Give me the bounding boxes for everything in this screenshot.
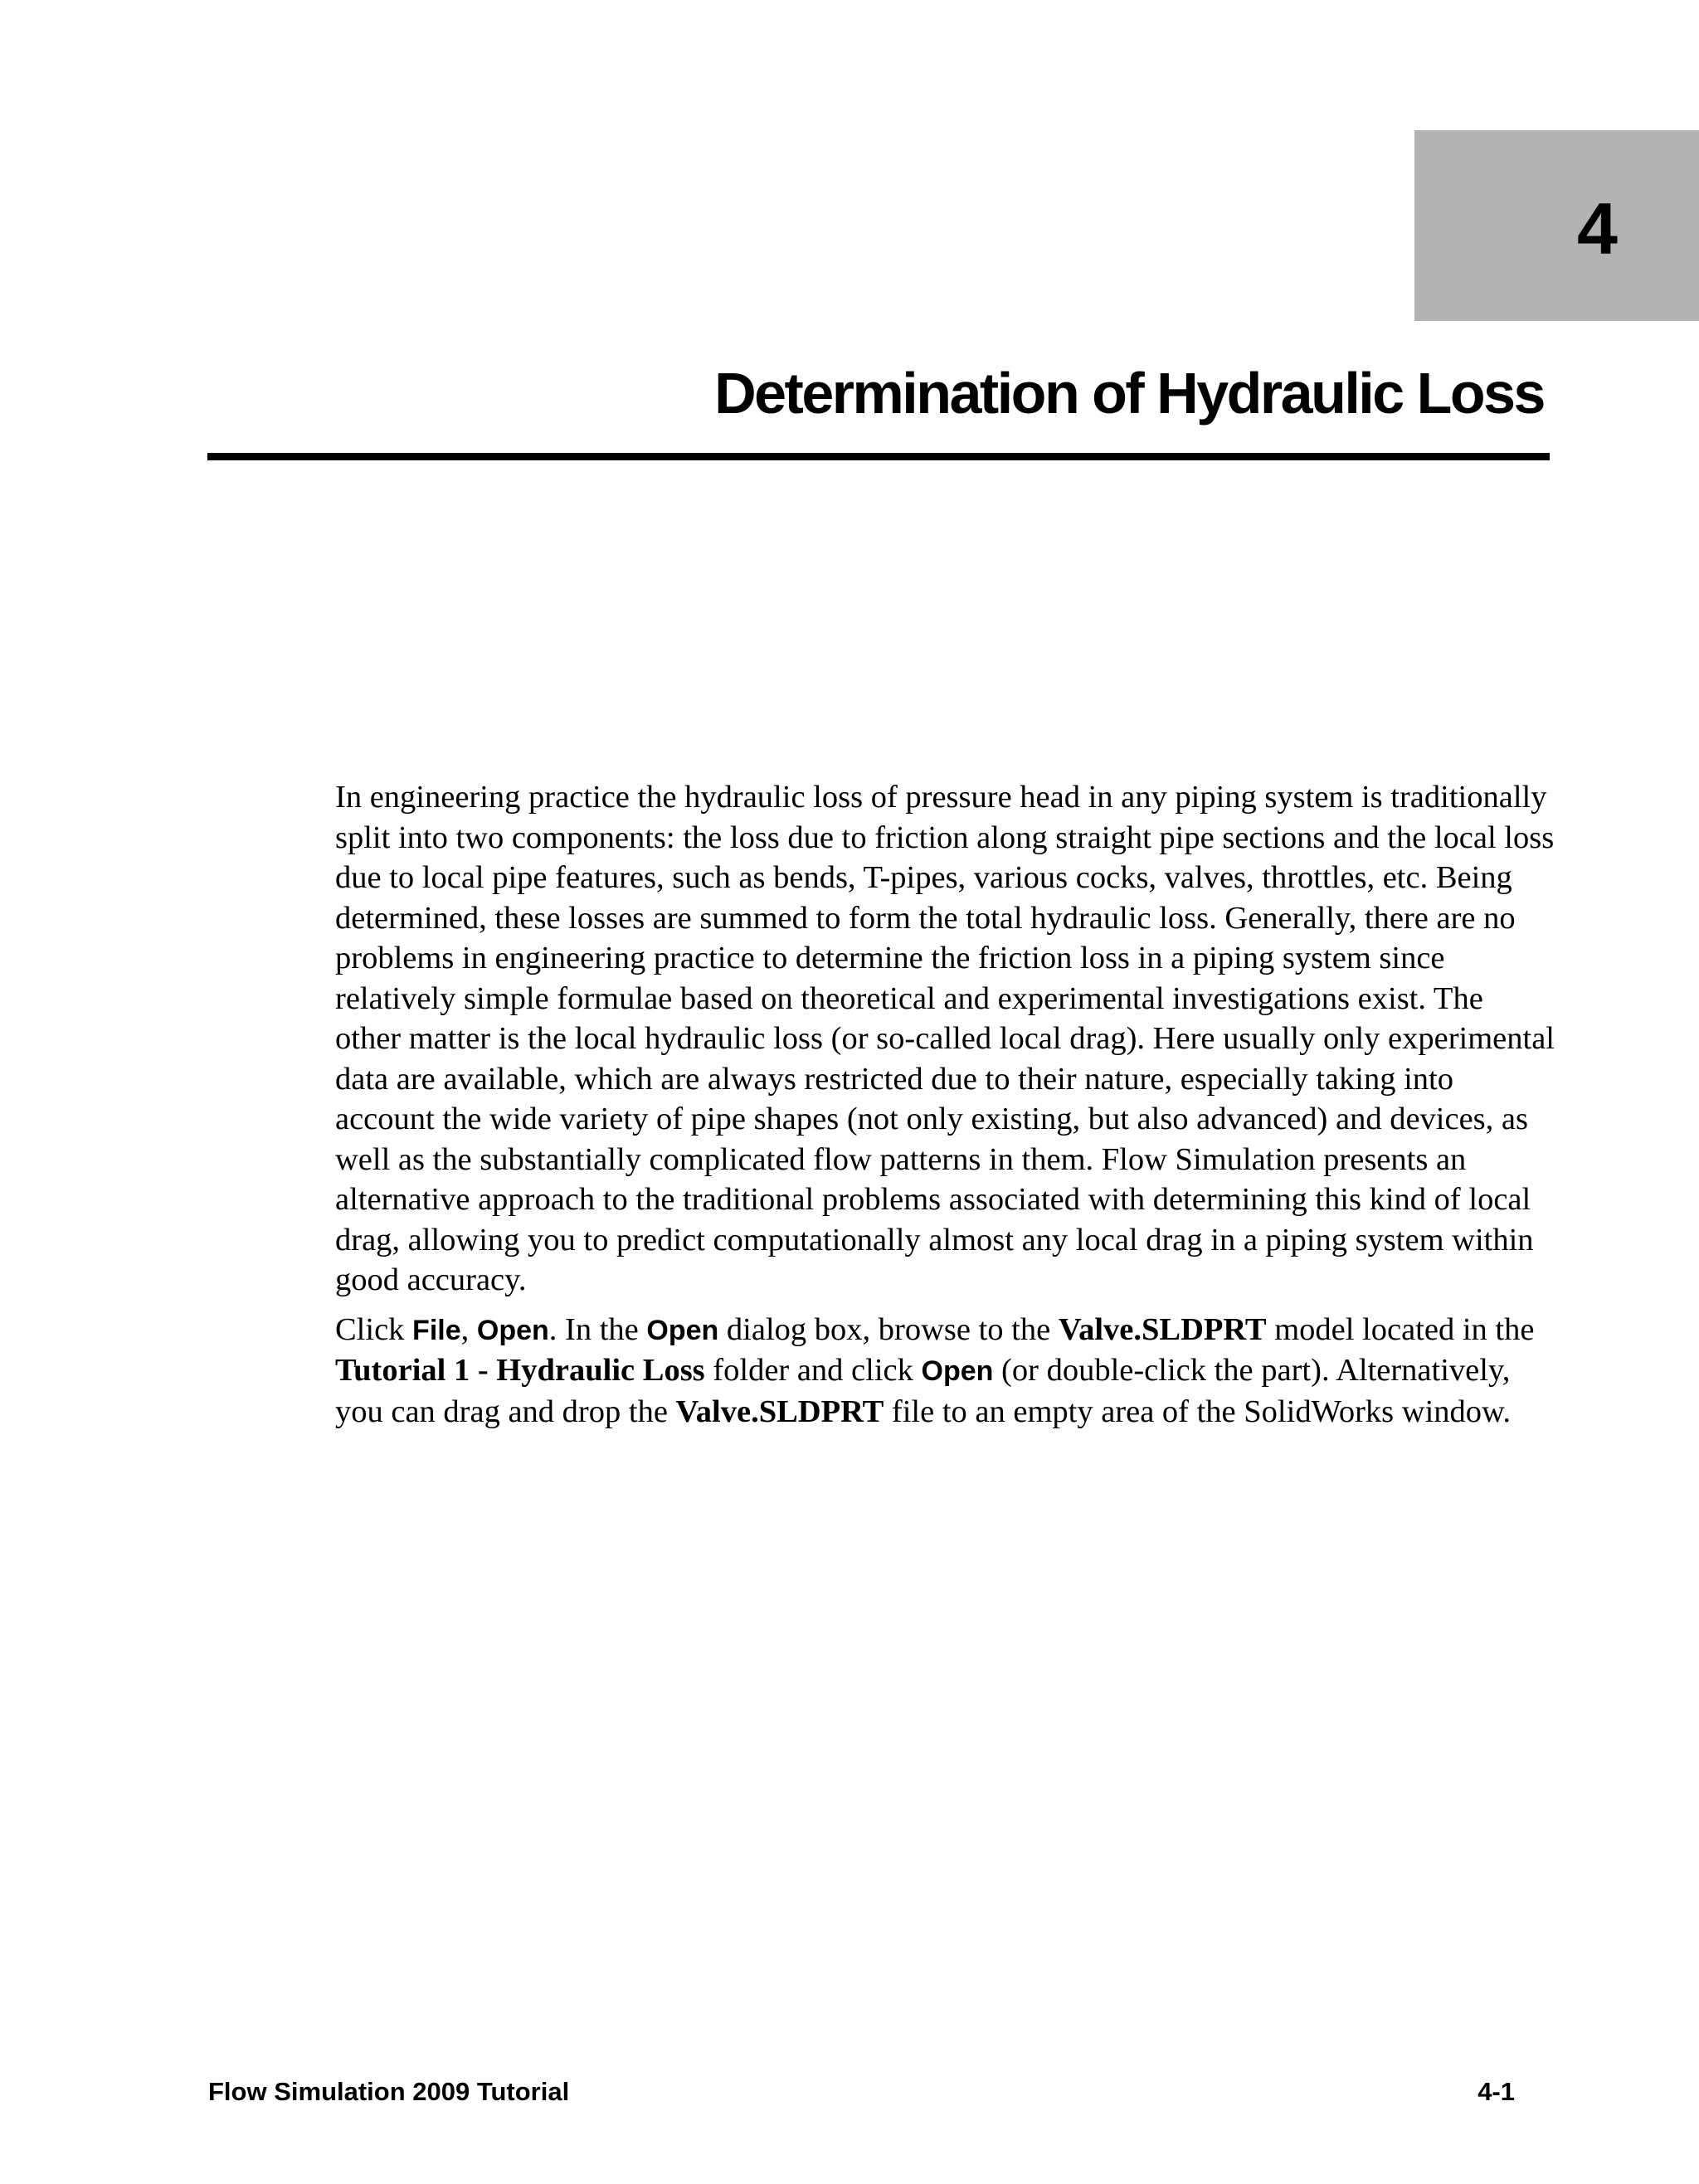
instr-text: (or double-click the part). Alternatively, you can drag and drop the — [335, 1353, 1511, 1429]
model-file-name: Valve.SLDPRT — [1058, 1311, 1267, 1347]
button-open: Open — [921, 1355, 994, 1387]
chapter-title: Determination of Hydraulic Loss — [714, 361, 1544, 426]
dialog-open: Open — [646, 1314, 719, 1346]
instructions-paragraph — [335, 1310, 1555, 1432]
instr-text: , — [460, 1311, 477, 1347]
body-text — [335, 777, 1555, 1441]
instr-text: folder and click — [704, 1353, 922, 1388]
instr-text: file to an empty area of the SolidWorks window. — [884, 1394, 1511, 1429]
instr-text: dialog box, browse to the — [718, 1311, 1059, 1347]
folder-name: Tutorial 1 - Hydraulic Loss — [335, 1353, 705, 1388]
page-number: 4-1 — [1477, 2077, 1515, 2106]
instr-text: model located in the — [1266, 1311, 1535, 1347]
model-file-name: Valve.SLDPRT — [675, 1394, 884, 1429]
footer-title: Flow Simulation 2009 Tutorial — [208, 2077, 570, 2106]
title-rule — [207, 453, 1550, 460]
menu-open: Open — [476, 1314, 549, 1346]
menu-file: File — [412, 1314, 461, 1346]
instr-text: . In the — [548, 1311, 647, 1347]
chapter-number: 4 — [1577, 187, 1618, 270]
intro-paragraph: In engineering practice the hydraulic loss of pressure head in any piping system is traditionally split into two components: the loss due to friction along straight pipe sections and the local loss due to local pipe features, such as bends, T-pipes, various cocks, valves, throttles, etc. Being determined, these losses are summed to form the total hydraulic loss. Generally, there are no problems in engineering practice to determine the friction loss in a piping system since relatively simple formulae based on theoretical and experimental investigations exist. The other matter is the local hydraulic loss (or so-called local drag). Here usually only experimental data are available, which are always restricted due to their nature, especially taking into account the wide variety of pipe shapes (not only existing, but also advanced) and devices, as well as the substantially complicated flow patterns in them. Flow Simulation presents an alternative approach to the traditional problems associated with determining this kind of local drag, allowing you to predict computationally almost any local drag in a piping system within good accuracy. — [335, 780, 1555, 1297]
instr-text: Click — [335, 1311, 413, 1347]
